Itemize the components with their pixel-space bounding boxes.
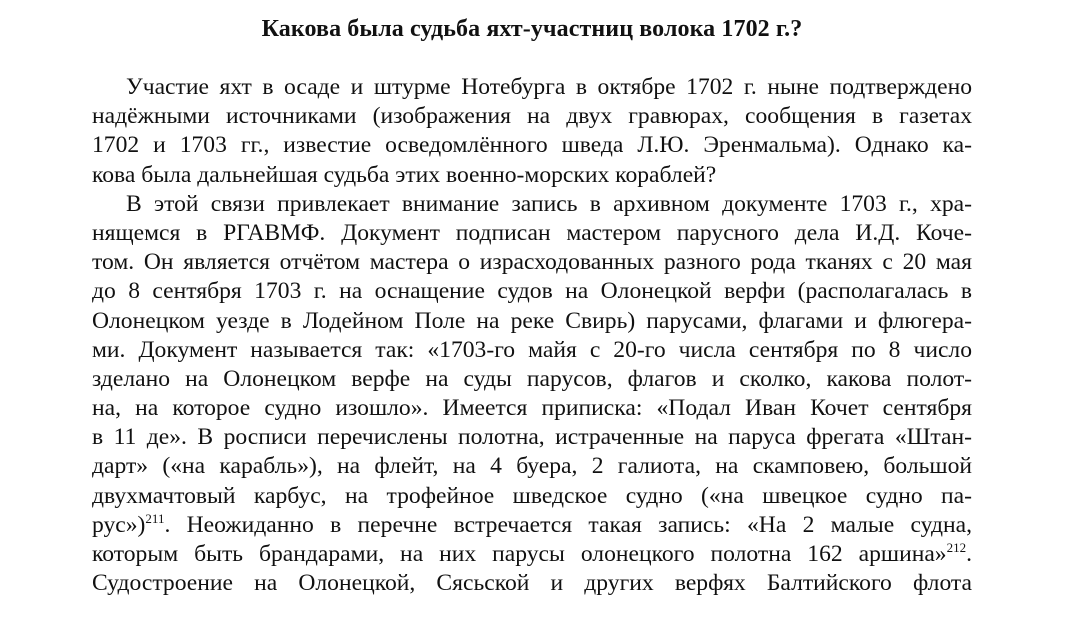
text-line: Участие яхт в осаде и штурме Нотебурга в октябре 1702 г. ныне подтверждено	[126, 74, 972, 100]
text-line: нящемся в РГАВМФ. Документ подписан мастером парусного дела И.Д. Коче-	[92, 219, 972, 246]
text-line: том. Он является отчётом мастера о израсходованных разного рода тканях с 20 мая	[92, 249, 972, 276]
text-line: на, на которое судно изошло». Имеется приписка: «Подал Иван Кочет сентября	[92, 395, 972, 422]
text-line: зделано на Олонецком верфе на суды парусов, флагов и сколко, какова полот-	[92, 365, 972, 392]
section-title: Какова была судьба яхт-участниц волока 1702 г.?	[261, 16, 803, 42]
text-line: В этой связи привлекает внимание запись в архивном документе 1703 г., хра-	[126, 190, 972, 217]
text-fragment: рус»)	[92, 511, 146, 538]
text-line: до 8 сентября 1703 г. на оснащение судов на Олонецкой верфи (располагалась в	[92, 278, 972, 305]
text-line: двухмачтовый карбус, на трофейное шведское судно («на швецкое судно па-	[92, 482, 972, 509]
text-line: ми. Документ называется так: «1703-го майя с 20-го числа сентября по 8 число	[92, 336, 972, 363]
text-line: кова была дальнейшая судьба этих военно-морских кораблей?	[92, 161, 717, 188]
footnote-ref-211[interactable]: 211	[145, 510, 165, 526]
text-line: 1702 и 1703 гг., известие осведомлённого шведа Л.Ю. Эренмальма). Однако ка-	[92, 132, 972, 159]
text-fragment: .	[966, 541, 972, 567]
text-line: в 11 де». В росписи перечислены полотна, истраченные на паруса фрегата «Штан-	[92, 424, 972, 451]
text-fragment: . Неожиданно в перечне встречается такая запись: «На 2 малые судна,	[164, 511, 972, 538]
text-line: Олонецком уезде в Лодейном Поле на реке Свирь) парусами, флагами и флюгера-	[92, 307, 972, 334]
text-fragment: которым быть брандарами, на них парусы олонецкого полотна 162 аршина»	[92, 541, 947, 567]
text-line: Судостроение на Олонецкой, Сясьской и других верфях Балтийского флота	[92, 570, 972, 597]
body-text	[92, 73, 972, 598]
text-line	[92, 511, 972, 540]
text-line	[92, 540, 972, 569]
text-line: надёжными источниками (изображения на двух гравюрах, сообщения в газетах	[92, 103, 972, 130]
footnote-ref-212[interactable]: 212	[946, 540, 967, 556]
text-line: дарт» («на карабль»), на флейт, на 4 буера, 2 галиота, на скамповею, большой	[92, 453, 972, 480]
